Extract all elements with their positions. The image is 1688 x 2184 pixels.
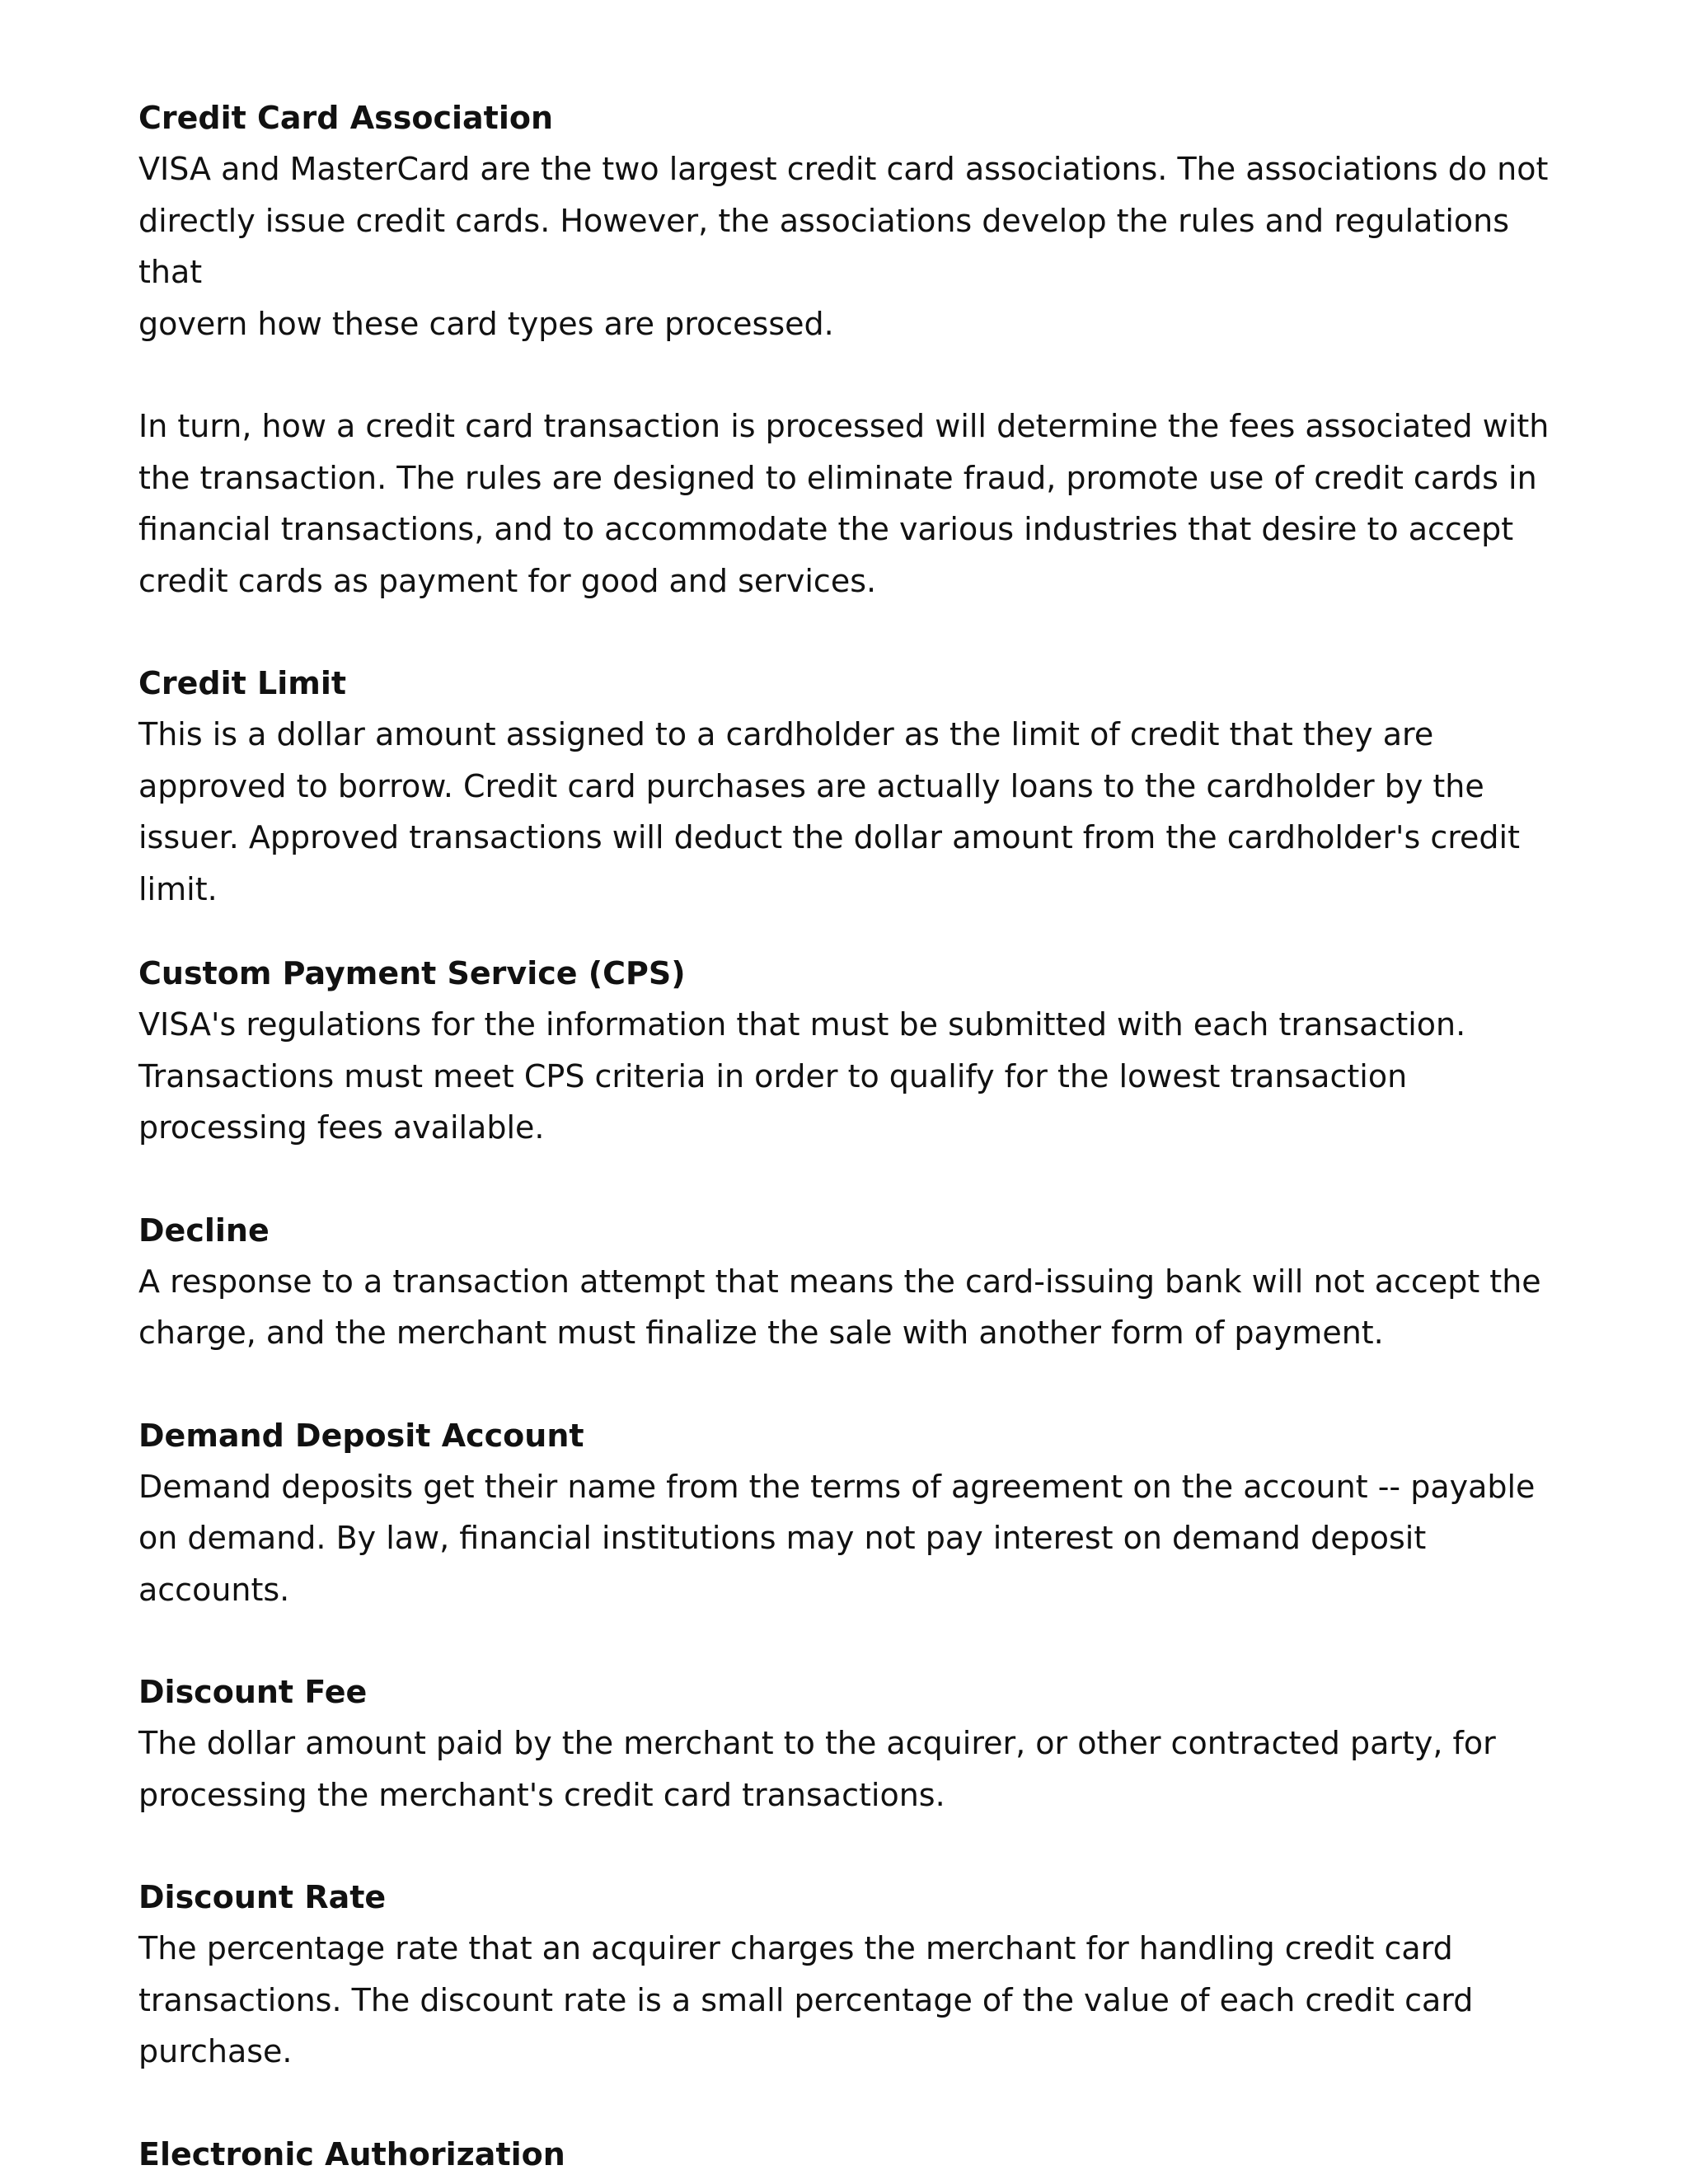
term-title: Custom Payment Service (CPS) [138,955,686,991]
term-definition: The percentage rate that an acquirer charges the merchant for handling credit card transactions. The discount rate is a small percentage of the value of each credit card purchase. [138,1930,1474,2069]
term-definition: A response to a transaction attempt that means the card-issuing bank will not accept the charge, and the merchant must finalize the sale with another form of payment. [138,1263,1541,1351]
term-definition: Demand deposits get their name from the terms of agreement on the account -- payable on demand. By law, financial institutions may not pay interest on demand deposit accounts. [138,1468,1536,1608]
term-title: Credit Card Association [138,100,554,136]
term-definition: This is a dollar amount assigned to a cardholder as the limit of credit that they are approved to borrow. Credit card purchases are actually loans to the cardholder by the issuer. Approved transactions will deduct the dollar amount from the cardholder's credit limit. [138,716,1520,907]
term-definition: VISA and MasterCard are the two largest credit card associations. The associations do not directly issue credit cards. However, the associations develop the rules and regulations that govern how these card types are processed. [138,151,1549,342]
term-title: Credit Limit [138,665,347,701]
term-title: Decline [138,1212,270,1249]
term-credit-card-association [138,92,1556,607]
term-electronic-authorization [138,2129,1556,2180]
glossary-page [138,92,1556,2180]
term-demand-deposit-account [138,1410,1556,1616]
term-decline [138,1205,1556,1359]
term-definition: VISA's regulations for the information that must be submitted with each transaction. Transactions must meet CPS criteria in order to qualify for the lowest transaction processing fees available. [138,1006,1466,1146]
term-discount-fee [138,1666,1556,1821]
term-credit-limit [138,658,1556,915]
term-title: Demand Deposit Account [138,1417,584,1454]
term-definition: In turn, how a credit card transaction is processed will determine the fees associated with the transaction. The rules are designed to eliminate fraud, promote use of credit cards in financial transactions, and to accommodate the various industries that desire to accept credit cards as payment for good and services. [138,408,1550,599]
term-title: Discount Fee [138,1674,368,1710]
term-custom-payment-service [138,948,1556,1154]
term-title: Electronic Authorization [138,2135,565,2172]
term-discount-rate [138,1872,1556,2078]
term-title: Discount Rate [138,1879,387,1915]
term-definition: The dollar amount paid by the merchant to the acquirer, or other contracted party, for processing the merchant's credit card transactions. [138,1725,1496,1813]
